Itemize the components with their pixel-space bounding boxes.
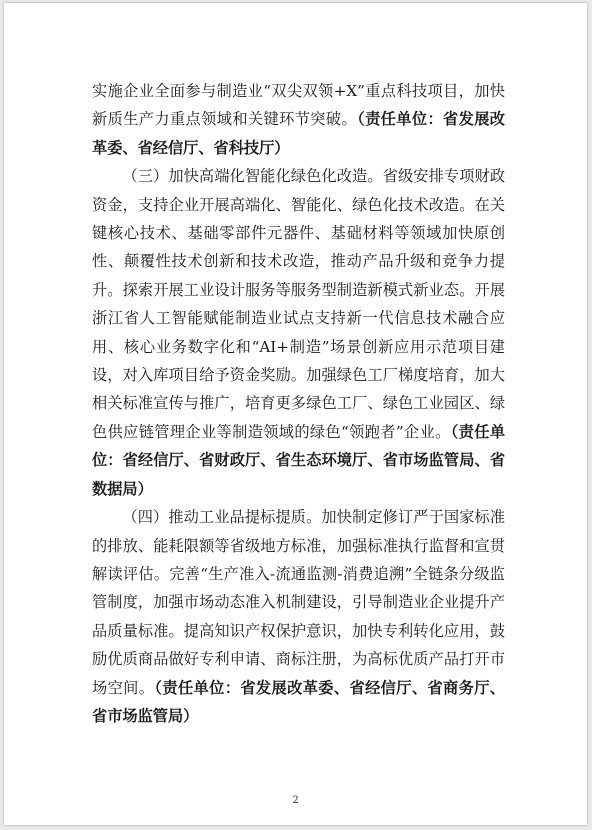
paragraph-continuation — [92, 77, 505, 162]
paragraph-section-three — [92, 162, 505, 503]
responsible-units: （责任单位：省经信厅、省财政厅、省生态环境厅、省市场监管局、省数据局） — [92, 422, 506, 498]
paragraph-text: （三）加快高端化智能化绿色化改造。省级安排专项财政资金，支持企业开展高端化、智能化、绿色化技术改造。在关键核心技术、基础零部件元器件、基础材料等领域加快原创性、颠覆性技术创新和技术改造，推动产品升级和竞争力提升。探索开展工业设计服务等服务型制造新模式新业态。开展浙江省人工智能赋能制造业试点支持新一代信息技术融合应用、核心业务数字化和“AI+制造”场景创新应用示范项目建设，对入库项目给予资金奖励。加强绿色工厂梯度培育，加大相关标准宣传与推广，培育更多绿色工厂、绿色工业园区、绿色供应链管理企业等制造领域的绿色“领跑者”企业。 — [92, 167, 505, 441]
paragraph-text: 实施企业全面参与制造业“双尖双领+X”重点科技项目，加快新质生产力重点领域和关键环节突破。 — [92, 82, 505, 129]
paragraph-text: （四）推动工业品提标提质。加快制定修订严于国家标准的排放、能耗限额等省级地方标准，加强标准执行监督和宣贯解读评估。完善“生产准入-流通监测-消费追溯”全链条分级监管制度，加强市场动态准入机制建设，引导制造业企业提升产品质量标准。提高知识产权保护意识，加快专利转化应用，鼓励优质商品做好专利申请、商标注册，为高标优质产品打开市场空间。 — [92, 508, 505, 697]
responsible-units: （责任单位：省发展改革委、省经信厅、省商务厅、省市场监管局） — [92, 678, 505, 725]
paragraph-section-four — [92, 503, 505, 730]
responsible-units: （责任单位：省发展改革委、省经信厅、省科技厅） — [92, 110, 505, 157]
page-number: 2 — [292, 795, 299, 806]
document-page — [4, 3, 587, 825]
